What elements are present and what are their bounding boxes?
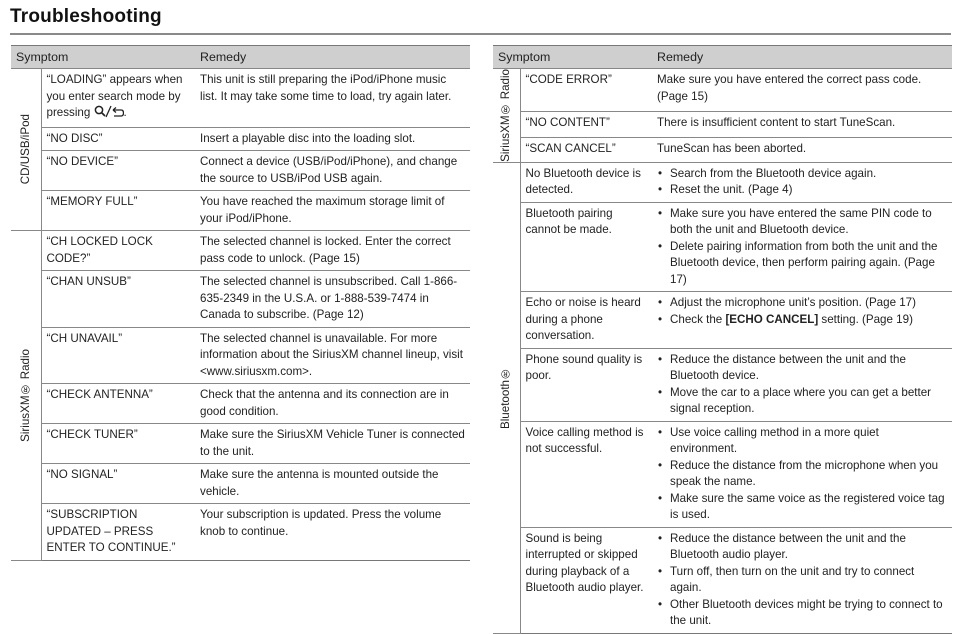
symptom-cell: Sound is being interrupted or skipped during playback of a Bluetooth audio player. (520, 527, 652, 633)
remedy-cell: Connect a device (USB/iPod/iPhone), and change the source to USB/iPod USB again. (195, 151, 470, 191)
title-divider (10, 33, 951, 35)
echo-cancel-setting: [ECHO CANCEL] (725, 312, 819, 326)
page-title: Troubleshooting (10, 6, 162, 27)
remedy-cell (652, 527, 952, 633)
search-back-icon (94, 105, 124, 124)
symptom-cell: “CODE ERROR” (520, 69, 652, 112)
list-item: • Delete pairing information from both the unit and the Bluetooth device, then perform pairing again. (Page 17) (657, 239, 947, 289)
symptom-cell: “CHECK TUNER” (41, 424, 195, 464)
remedy-cell: Your subscription is updated. Press the volume knob to continue. (195, 504, 470, 561)
symptom-cell: “NO DEVICE” (41, 151, 195, 191)
group-label-siriusxm-radio: SiriusXM® Radio (493, 69, 520, 163)
table-row (11, 231, 470, 271)
table-header-row (493, 46, 952, 69)
group-label-cd-usb-ipod: CD/USB/iPod (11, 69, 41, 231)
remedy-cell: There is insufficient content to start TuneScan. (652, 112, 952, 137)
table-row (493, 527, 952, 633)
symptom-cell: Echo or noise is heard during a phone conversation. (520, 292, 652, 349)
remedy-cell: The selected channel is locked. Enter the correct pass code to unlock. (Page 15) (195, 231, 470, 271)
group-label-siriusxm-radio: SiriusXM® Radio (11, 231, 41, 561)
symptom-cell: Bluetooth pairing cannot be made. (520, 202, 652, 292)
table-row (493, 69, 952, 112)
symptom-cell: “CHAN UNSUB” (41, 271, 195, 328)
remedy-cell (652, 421, 952, 527)
list-item: • Search from the Bluetooth device again. (657, 166, 947, 183)
left-troubleshooting-table (11, 45, 470, 561)
remedy-cell: Make sure you have entered the correct pass code. (Page 15) (652, 69, 952, 112)
symptom-cell: “CHECK ANTENNA” (41, 384, 195, 424)
symptom-cell: “NO DISC” (41, 127, 195, 151)
table-row (493, 202, 952, 292)
list-item: • Other Bluetooth devices might be trying to connect to the unit. (657, 597, 947, 630)
list-item: • Adjust the microphone unit’s position. (Page 17) (657, 295, 947, 312)
remedy-header: Remedy (195, 46, 470, 69)
remedy-cell: You have reached the maximum storage limit of your iPod/iPhone. (195, 191, 470, 231)
table-row (11, 424, 470, 464)
remedy-cell (652, 162, 952, 202)
table-row (11, 69, 470, 128)
symptom-cell: “SCAN CANCEL” (520, 137, 652, 162)
remedy-cell: Make sure the SiriusXM Vehicle Tuner is connected to the unit. (195, 424, 470, 464)
symptom-cell: “MEMORY FULL” (41, 191, 195, 231)
symptom-header: Symptom (11, 46, 195, 69)
list-item: • Reduce the distance from the microphone when you speak the name. (657, 458, 947, 491)
table-row (493, 348, 952, 421)
remedy-header: Remedy (652, 46, 952, 69)
symptom-cell: Phone sound quality is poor. (520, 348, 652, 421)
table-row (493, 112, 952, 137)
table-row (11, 191, 470, 231)
table-row (11, 271, 470, 328)
list-item: • Reduce the distance between the unit and the Bluetooth audio player. (657, 531, 947, 564)
symptom-cell: No Bluetooth device is detected. (520, 162, 652, 202)
list-item: • Check the [ECHO CANCEL] setting. (Page 19) (657, 312, 947, 329)
remedy-cell: Make sure the antenna is mounted outside the vehicle. (195, 464, 470, 504)
list-item: • Turn off, then turn on the unit and try to connect again. (657, 564, 947, 597)
table-row (11, 384, 470, 424)
list-item: • Make sure the same voice as the registered voice tag is used. (657, 491, 947, 524)
remedy-cell (652, 292, 952, 349)
symptom-header: Symptom (493, 46, 652, 69)
list-item: • Move the car to a place where you can get a better signal reception. (657, 385, 947, 418)
table-row (11, 504, 470, 561)
remedy-cell: This unit is still preparing the iPod/iPhone music list. It may take some time to load, try again later. (195, 69, 470, 128)
table-row (11, 327, 470, 384)
table-row (11, 151, 470, 191)
table-row (11, 127, 470, 151)
remedy-cell (652, 348, 952, 421)
remedy-cell: The selected channel is unavailable. For more information about the SiriusXM channel lineup, visit <www.siriusxm.com>. (195, 327, 470, 384)
remedy-cell (652, 202, 952, 292)
remedy-cell: Check that the antenna and its connection are in good condition. (195, 384, 470, 424)
table-row (493, 421, 952, 527)
symptom-cell: “LOADING” appears when you enter search mode by pressing . (41, 69, 195, 128)
table-header-row (11, 46, 470, 69)
symptom-cell: “NO SIGNAL” (41, 464, 195, 504)
symptom-cell: “SUBSCRIPTION UPDATED – PRESS ENTER TO CONTINUE.” (41, 504, 195, 561)
remedy-cell: Insert a playable disc into the loading slot. (195, 127, 470, 151)
right-troubleshooting-table (493, 45, 952, 634)
remedy-cell: The selected channel is unsubscribed. Call 1-866-635-2349 in the U.S.A. or 1-888-539-7474 in Canada to subscribe. (Page 12) (195, 271, 470, 328)
list-item: • Use voice calling method in a more quiet environment. (657, 425, 947, 458)
group-label-bluetooth: Bluetooth® (493, 162, 520, 633)
table-row (493, 137, 952, 162)
list-item: • Make sure you have entered the same PIN code to both the unit and Bluetooth device. (657, 206, 947, 239)
symptom-cell: “CH UNAVAIL” (41, 327, 195, 384)
table-row (493, 162, 952, 202)
table-row (11, 464, 470, 504)
symptom-cell: Voice calling method is not successful. (520, 421, 652, 527)
symptom-cell: “NO CONTENT” (520, 112, 652, 137)
list-item: • Reset the unit. (Page 4) (657, 182, 947, 199)
list-item: • Reduce the distance between the unit and the Bluetooth device. (657, 352, 947, 385)
symptom-cell: “CH LOCKED LOCK CODE?” (41, 231, 195, 271)
table-row (493, 292, 952, 349)
remedy-cell: TuneScan has been aborted. (652, 137, 952, 162)
